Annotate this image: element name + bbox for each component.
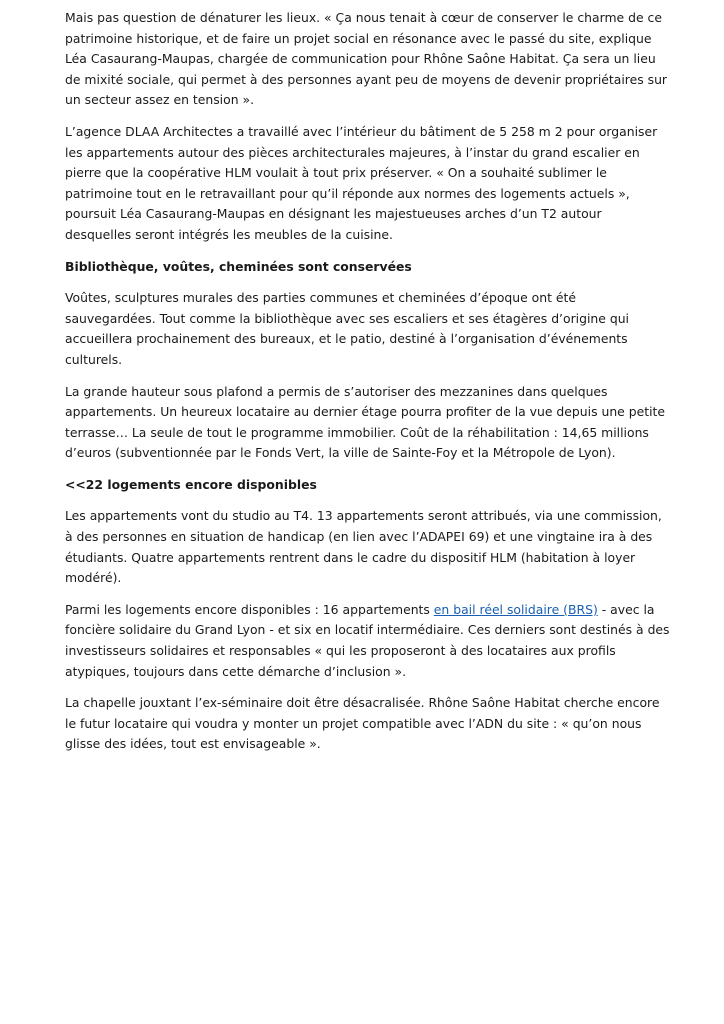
paragraph-chapelle: La chapelle jouxtant l’ex-séminaire doit être désacralisée. Rhône Saône Habitat cherche encore le futur locataire qui voudra y monter un projet compatible avec l’ADN du site : « qu’on nous glisse des idées, tout est envisageable ». — [65, 695, 660, 752]
paragraph-brs — [65, 600, 670, 682]
paragraph-intro: Mais pas question de dénaturer les lieux. « Ça nous tenait à cœur de conserver le charme de ce patrimoine historique, et de faire un projet social en résonance avec le passé du site, explique Léa Casaurang-Maupas, chargée de communication pour Rhône Saône Habitat. Ça sera un lieu de mixité sociale, qui permet à des personnes ayant peu de moyens de devenir propriétaires sur un secteur assez en tension ». — [65, 10, 668, 108]
paragraph-appartements: Les appartements vont du studio au T4. 13 appartements seront attribués, via une commission, à des personnes en situation de handicap (en lien avec l’ADAPEI 69) et une vingtaine ira à des étudiants. Quatre appartements rentrent dans le cadre du dispositif HLM (habitation à loyer modéré). — [65, 508, 662, 586]
section-heading-logements: <<22 logements encore disponibles — [65, 476, 317, 492]
section-heading-bibliotheque: Bibliothèque, voûtes, cheminées sont conservées — [65, 258, 412, 274]
paragraph-mezzanines: La grande hauteur sous plafond a permis de s’autoriser des mezzanines dans quelques appartements. Un heureux locataire au dernier étage pourra profiter de la vue depuis une petite terrasse… La seule de tout le programme immobilier. Coût de la réhabilitation : 14,65 millions d’euros (subventionnée par le Fonds Vert, la ville de Sainte-Foy et la Métropole de Lyon). — [65, 383, 666, 461]
paragraph-brs-text-end: - avec la foncière solidaire du Grand Lyon - et six en locatif intermédiaire. Ces derniers sont destinés à des investisseurs solidaires et responsables « qui les proposeront à des locataires aux profils atypiques, toujours dans cette démarche d’inclusion ». — [65, 601, 670, 679]
paragraph-brs-text-start: Parmi les logements encore disponibles : 16 appartements — [65, 601, 434, 617]
brs-link[interactable]: en bail réel solidaire (BRS) — [433, 601, 598, 617]
article-body — [65, 8, 670, 766]
paragraph-voutes: Voûtes, sculptures murales des parties communes et cheminées d’époque ont été sauvegardées. Tout comme la bibliothèque avec ses escaliers et ses étagères d’origine qui accueillera prochainement des bureaux, et le patio, destiné à l’organisation d’événements culturels. — [65, 290, 630, 367]
paragraph-architects: L’agence DLAA Architectes a travaillé avec l’intérieur du bâtiment de 5 258 m 2 pour organiser les appartements autour des pièces architecturales majeures, à l’instar du grand escalier en pierre que la coopérative HLM voulait à tout prix préserver. « On a souhaité sublimer le patrimoine tout en le retravaillant pour qu’il réponde aux normes des logements actuels », poursuit Léa Casaurang-Maupas en désignant les majestueuses arches d’un T2 autour desquelles seront intégrés les meubles de la cuisine. — [65, 123, 658, 242]
